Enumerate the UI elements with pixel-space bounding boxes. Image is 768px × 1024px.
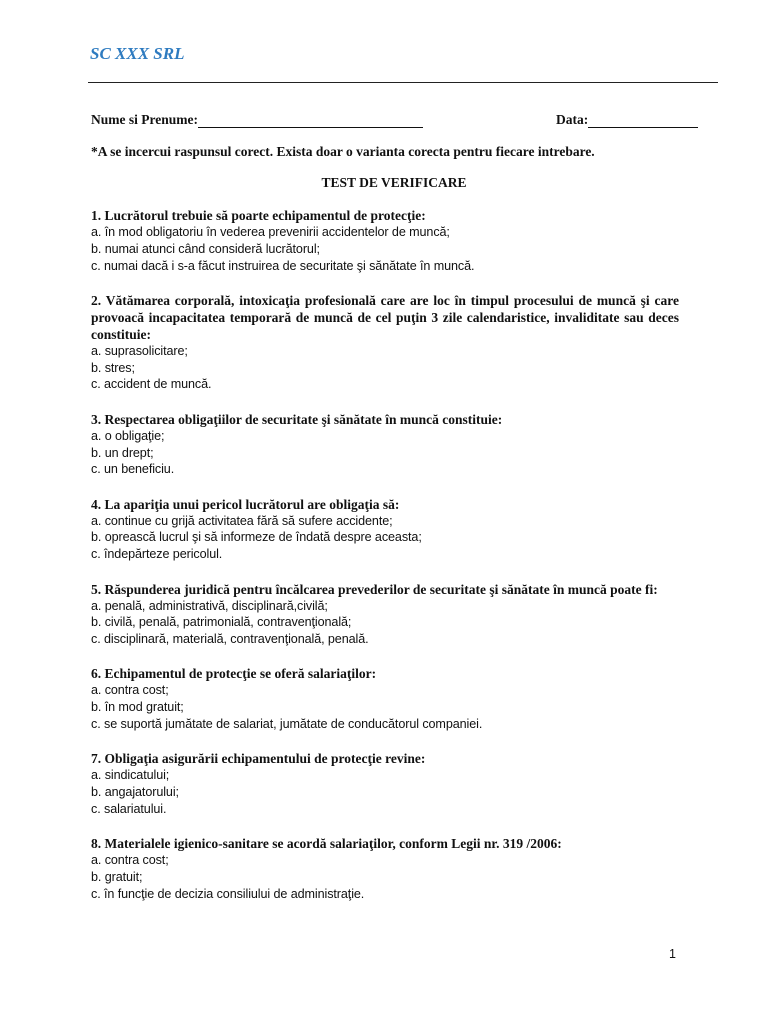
question-text: 1. Lucrătorul trebuie să poarte echipamentul de protecţie: <box>91 208 426 223</box>
question-3 <box>91 411 679 478</box>
question-1 <box>91 207 679 274</box>
question-text: 4. La apariţia unui pericol lucrătorul are obligaţia să: <box>91 496 400 512</box>
test-title: TEST DE VERIFICARE <box>321 175 467 190</box>
answer-option[interactable]: c. îndepărteze pericolul. <box>91 547 223 562</box>
answer-option[interactable]: a. suprasolicitare; <box>91 343 188 358</box>
answer-option[interactable]: a. contra cost; <box>91 683 169 698</box>
answer-option[interactable]: b. stres; <box>91 360 135 375</box>
question-8 <box>91 835 679 902</box>
question-7 <box>91 750 679 817</box>
question-text: 3. Respectarea obligaţiilor de securitate şi sănătate în muncă constituie: <box>91 411 503 427</box>
answer-option[interactable]: b. civilă, penală, patrimonială, contravenţională; <box>91 615 352 630</box>
answer-option[interactable]: a. sindicatului; <box>91 768 170 783</box>
page-number: 1 <box>669 947 676 961</box>
question-text: 6. Echipamentul de protecţie se oferă salariaţilor: <box>91 666 377 682</box>
answer-option[interactable]: b. gratuit; <box>91 870 143 885</box>
answer-option[interactable]: c. accident de muncă. <box>91 377 212 392</box>
name-field <box>91 112 423 128</box>
question-text: 7. Obligaţia asigurării echipamentului de protecţie revine: <box>91 751 426 767</box>
question-5 <box>91 581 679 648</box>
name-label: Nume si Prenume: <box>91 112 198 127</box>
answer-option[interactable]: a. penală, administrativă, disciplinară,civilă; <box>91 598 328 613</box>
date-blank-line[interactable] <box>588 113 698 128</box>
date-field <box>556 112 698 128</box>
answer-option[interactable]: b. oprească lucrul şi să informeze de îndată despre aceasta; <box>91 530 422 545</box>
answer-option[interactable]: a. continue cu grijă activitatea fără să sufere accidente; <box>91 513 393 528</box>
answer-option[interactable]: c. salariatului. <box>91 801 167 816</box>
answer-option[interactable]: c. în funcţie de decizia consiliului de administraţie. <box>91 886 365 901</box>
answer-option[interactable]: b. în mod gratuit; <box>91 700 184 715</box>
answer-option[interactable]: c. disciplinară, materială, contravenţională, penală. <box>91 632 369 647</box>
question-4 <box>91 496 679 563</box>
answer-option[interactable]: a. contra cost; <box>91 853 169 868</box>
question-list <box>91 207 679 920</box>
instruction-text: *A se incercui raspunsul corect. Exista doar o varianta corecta pentru fiecare intrebare. <box>91 144 595 159</box>
question-6 <box>91 665 679 732</box>
question-text: 8. Materialele igienico-sanitare se acordă salariaţilor, conform Legii nr. 319 /2006: <box>91 836 562 852</box>
question-text: 5. Răspunderea juridică pentru încălcarea prevederilor de securitate şi sănătate în muncă poate fi: <box>91 581 658 597</box>
answer-option[interactable]: b. un drept; <box>91 445 154 460</box>
answer-option[interactable]: c. numai dacă i s-a făcut instruirea de securitate şi sănătate în muncă. <box>91 258 475 273</box>
header-rule <box>88 82 718 83</box>
question-text: 2. Vătămarea corporală, intoxicaţia profesională care are loc în timpul procesului de muncă şi care provoacă incapacitatea temporară de muncă de cel puţin 3 zile calendaristice, invaliditate sau deces constituie: <box>91 292 679 342</box>
date-label: Data: <box>556 112 589 127</box>
answer-option[interactable]: a. o obligaţie; <box>91 428 165 443</box>
question-2 <box>91 292 679 393</box>
answer-option[interactable]: c. un beneficiu. <box>91 462 175 477</box>
answer-option[interactable]: b. numai atunci când consideră lucrătorul; <box>91 241 320 256</box>
answer-option[interactable]: c. se suportă jumătate de salariat, jumătate de conducătorul companiei. <box>91 717 483 732</box>
answer-option[interactable]: a. în mod obligatoriu în vederea prevenirii accidentelor de muncă; <box>91 225 450 239</box>
company-name: SC XXX SRL <box>90 44 185 63</box>
answer-option[interactable]: b. angajatorului; <box>91 785 179 800</box>
name-blank-line[interactable] <box>198 113 423 128</box>
